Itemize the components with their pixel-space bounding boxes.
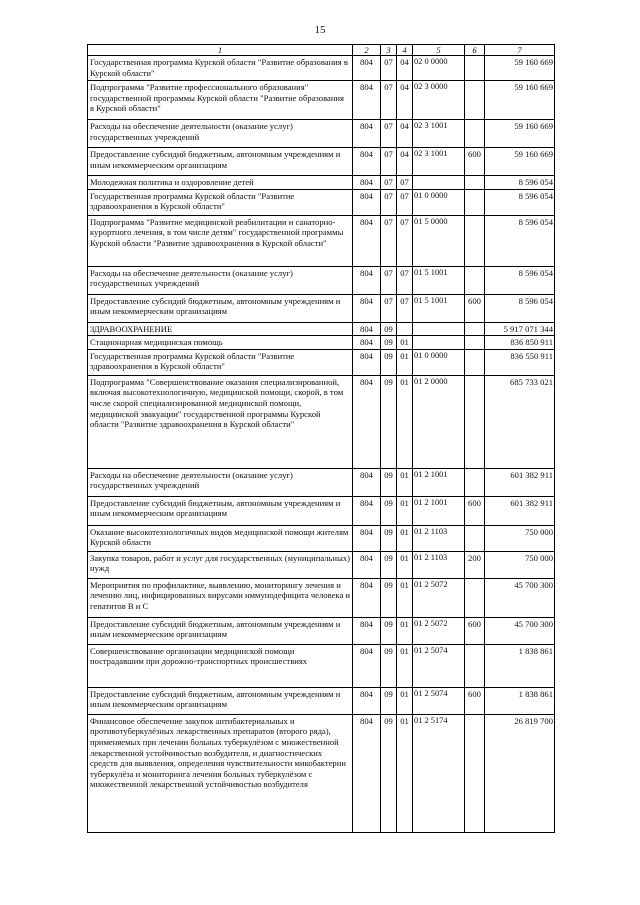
header-cell: 3 — [381, 45, 397, 56]
row-col2: 804 — [353, 215, 381, 266]
table-body — [88, 45, 555, 833]
row-col4: 04 — [397, 81, 413, 120]
row-col5: 01 2 5072 — [413, 617, 465, 644]
row-amount: 1 838 861 — [485, 644, 555, 687]
header-cell: 2 — [353, 45, 381, 56]
row-col5 — [413, 336, 465, 350]
row-amount: 26 819 700 — [485, 714, 555, 832]
row-col6 — [465, 120, 485, 148]
row-col4: 01 — [397, 551, 413, 578]
row-col2: 804 — [353, 551, 381, 578]
row-col2: 804 — [353, 322, 381, 336]
row-col5: 01 5 1001 — [413, 294, 465, 322]
row-name: Расходы на обеспечение деятельности (оказание услуг) государственных учреждений — [88, 120, 353, 148]
table-row — [88, 496, 555, 525]
row-col3: 07 — [381, 189, 397, 215]
row-name: Предоставление субсидий бюджетным, автономным учреждениям и иным некоммерческим организациям — [88, 294, 353, 322]
row-col6 — [465, 81, 485, 120]
row-col4: 01 — [397, 525, 413, 551]
row-col6: 600 — [465, 294, 485, 322]
row-col5: 01 2 5074 — [413, 687, 465, 714]
row-col2: 804 — [353, 617, 381, 644]
table-row — [88, 714, 555, 832]
row-col4: 01 — [397, 375, 413, 468]
row-col6 — [465, 215, 485, 266]
row-amount: 45 700 300 — [485, 617, 555, 644]
row-col5: 01 2 1103 — [413, 525, 465, 551]
table-row — [88, 120, 555, 148]
row-amount: 5 917 071 344 — [485, 322, 555, 336]
row-col4: 07 — [397, 189, 413, 215]
row-col4: 07 — [397, 215, 413, 266]
row-col3: 09 — [381, 349, 397, 375]
row-amount: 8 596 054 — [485, 266, 555, 294]
row-col5: 01 5 1001 — [413, 266, 465, 294]
row-col2: 804 — [353, 148, 381, 176]
row-col2: 804 — [353, 266, 381, 294]
row-col4: 01 — [397, 336, 413, 350]
table-row — [88, 266, 555, 294]
row-name: Расходы на обеспечение деятельности (оказание услуг) государственных учреждений — [88, 266, 353, 294]
header-cell: 7 — [485, 45, 555, 56]
table-row — [88, 336, 555, 350]
row-col3: 07 — [381, 120, 397, 148]
row-amount: 59 160 669 — [485, 56, 555, 81]
row-col4: 01 — [397, 644, 413, 687]
row-col3: 07 — [381, 215, 397, 266]
row-col2: 804 — [353, 176, 381, 190]
row-col6 — [465, 56, 485, 81]
header-cell: 5 — [413, 45, 465, 56]
row-col5: 02 0 0000 — [413, 56, 465, 81]
row-col3: 07 — [381, 266, 397, 294]
row-col6 — [465, 468, 485, 496]
header-cell: 1 — [88, 45, 353, 56]
header-row — [88, 45, 555, 56]
row-col6 — [465, 189, 485, 215]
table-row — [88, 375, 555, 468]
header-cell: 6 — [465, 45, 485, 56]
table-row — [88, 215, 555, 266]
row-col3: 09 — [381, 578, 397, 617]
table-row — [88, 551, 555, 578]
row-col5: 01 2 5072 — [413, 578, 465, 617]
table-row — [88, 349, 555, 375]
row-col3: 09 — [381, 468, 397, 496]
row-col5: 01 0 0000 — [413, 349, 465, 375]
table-row — [88, 525, 555, 551]
row-col4: 07 — [397, 294, 413, 322]
row-col6 — [465, 578, 485, 617]
row-name: Подпрограмма "Совершенствование оказания специализированной, включая высокотехнологичную, медицинской помощи, скорой, в том числе скорой специализированной медицинской помощи, медицинской эвакуации" государственной программы Курской области "Развитие здравоохранения в Курской области" — [88, 375, 353, 468]
row-col3: 09 — [381, 525, 397, 551]
table-row — [88, 687, 555, 714]
row-col6: 600 — [465, 617, 485, 644]
row-name: Предоставление субсидий бюджетным, автономным учреждениям и иным некоммерческим организациям — [88, 496, 353, 525]
row-name: Предоставление субсидий бюджетным, автономным учреждениям и иным некоммерческим организациям — [88, 148, 353, 176]
row-col6 — [465, 714, 485, 832]
page-number: 15 — [314, 24, 326, 36]
row-col2: 804 — [353, 120, 381, 148]
row-col5: 02 3 0000 — [413, 81, 465, 120]
table-row — [88, 617, 555, 644]
row-col3: 09 — [381, 322, 397, 336]
row-amount: 750 000 — [485, 525, 555, 551]
row-col3: 09 — [381, 617, 397, 644]
row-col3: 07 — [381, 176, 397, 190]
row-col3: 09 — [381, 714, 397, 832]
row-col2: 804 — [353, 56, 381, 81]
row-amount: 59 160 669 — [485, 81, 555, 120]
row-col6: 600 — [465, 148, 485, 176]
row-col5: 02 3 1001 — [413, 120, 465, 148]
row-col3: 09 — [381, 496, 397, 525]
row-col5 — [413, 176, 465, 190]
row-col2: 804 — [353, 714, 381, 832]
table-row — [88, 189, 555, 215]
row-name: Финансовое обеспечение закупок антибактериальных и противотуберкулёзных лекарственных препаратов (второго ряда), применяемых при лечении больных туберкулёзом с множественной лекарственной устойчивостью возбудителя, и диагностических средств для выявления, определения чувствительности микобактерии туберкулёза и мониторинга лечения больных туберкулёзом с множественной лекарственной устойчивостью возбудителя — [88, 714, 353, 832]
table-row — [88, 81, 555, 120]
row-col2: 804 — [353, 578, 381, 617]
table-row — [88, 56, 555, 81]
row-col3: 07 — [381, 294, 397, 322]
row-amount: 45 700 300 — [485, 578, 555, 617]
header-cell: 4 — [397, 45, 413, 56]
row-name: Оказание высокотехнологичных видов медицинской помощи жителям Курской области — [88, 525, 353, 551]
row-col6 — [465, 322, 485, 336]
row-col5 — [413, 322, 465, 336]
row-col4: 01 — [397, 578, 413, 617]
table-row — [88, 644, 555, 687]
row-col6 — [465, 644, 485, 687]
row-col6 — [465, 375, 485, 468]
row-col4: 01 — [397, 714, 413, 832]
row-col4 — [397, 322, 413, 336]
row-col5: 01 2 1103 — [413, 551, 465, 578]
row-col4: 01 — [397, 687, 413, 714]
row-col6: 200 — [465, 551, 485, 578]
row-name: Закупка товаров, работ и услуг для государственных (муниципальных) нужд — [88, 551, 353, 578]
row-name: Подпрограмма "Развитие медицинской реабилитации и санаторно-курортного лечения, в том числе детям" государственной программы Курской области "Развитие здравоохранения в Курской области" — [88, 215, 353, 266]
row-col4: 07 — [397, 176, 413, 190]
row-col3: 07 — [381, 56, 397, 81]
row-name: Совершенствование организации медицинской помощи пострадавшим при дорожно-транспортных происшествиях — [88, 644, 353, 687]
budget-table — [87, 44, 555, 833]
row-amount: 8 596 054 — [485, 189, 555, 215]
row-col5: 01 2 5074 — [413, 644, 465, 687]
row-name: Молодежная политика и оздоровление детей — [88, 176, 353, 190]
row-name: ЗДРАВООХРАНЕНИЕ — [88, 322, 353, 336]
row-col3: 09 — [381, 687, 397, 714]
row-name: Расходы на обеспечение деятельности (оказание услуг) государственных учреждений — [88, 468, 353, 496]
table-row — [88, 578, 555, 617]
row-name: Стационарная медицинская помощь — [88, 336, 353, 350]
row-col4: 04 — [397, 120, 413, 148]
row-amount: 8 596 054 — [485, 215, 555, 266]
row-name: Подпрограмма "Развитие профессионального образования" государственной программы Курской области "Развитие образования в Курской области" — [88, 81, 353, 120]
row-amount: 836 550 911 — [485, 349, 555, 375]
table-row — [88, 176, 555, 190]
row-amount: 601 382 911 — [485, 496, 555, 525]
table-row — [88, 322, 555, 336]
row-amount: 836 850 911 — [485, 336, 555, 350]
row-amount: 8 596 054 — [485, 176, 555, 190]
row-col4: 01 — [397, 617, 413, 644]
row-col4: 01 — [397, 468, 413, 496]
row-amount: 601 382 911 — [485, 468, 555, 496]
row-name: Предоставление субсидий бюджетным, автономным учреждениям и иным некоммерческим организациям — [88, 687, 353, 714]
row-col3: 09 — [381, 644, 397, 687]
row-col4: 07 — [397, 266, 413, 294]
row-col3: 07 — [381, 148, 397, 176]
row-col3: 07 — [381, 81, 397, 120]
table-row — [88, 294, 555, 322]
row-col6 — [465, 266, 485, 294]
row-col2: 804 — [353, 336, 381, 350]
row-name: Мероприятия по профилактике, выявлению, мониторингу лечения и лечению лиц, инфицированных вирусами иммунодефицита человека и гепатитов В и С — [88, 578, 353, 617]
row-col6: 600 — [465, 687, 485, 714]
row-col4: 01 — [397, 496, 413, 525]
row-name: Предоставление субсидий бюджетным, автономным учреждениям и иным некоммерческим организациям — [88, 617, 353, 644]
row-col3: 09 — [381, 336, 397, 350]
row-amount: 750 000 — [485, 551, 555, 578]
row-amount: 8 596 054 — [485, 294, 555, 322]
row-col6: 600 — [465, 496, 485, 525]
row-col5: 01 2 5174 — [413, 714, 465, 832]
row-col5: 01 5 0000 — [413, 215, 465, 266]
row-name: Государственная программа Курской области "Развитие здравоохранения в Курской области" — [88, 189, 353, 215]
row-col5: 01 2 1001 — [413, 468, 465, 496]
row-col2: 804 — [353, 81, 381, 120]
row-col2: 804 — [353, 644, 381, 687]
row-col6 — [465, 349, 485, 375]
row-col6 — [465, 525, 485, 551]
row-col3: 09 — [381, 375, 397, 468]
row-col4: 04 — [397, 148, 413, 176]
row-col6 — [465, 336, 485, 350]
row-col4: 04 — [397, 56, 413, 81]
row-col2: 804 — [353, 189, 381, 215]
row-col2: 804 — [353, 294, 381, 322]
table-row — [88, 468, 555, 496]
row-amount: 1 838 861 — [485, 687, 555, 714]
row-col2: 804 — [353, 349, 381, 375]
row-col2: 804 — [353, 375, 381, 468]
row-col5: 02 3 1001 — [413, 148, 465, 176]
row-col5: 01 2 0000 — [413, 375, 465, 468]
row-amount: 685 733 021 — [485, 375, 555, 468]
row-col2: 804 — [353, 525, 381, 551]
row-col5: 01 0 0000 — [413, 189, 465, 215]
row-name: Государственная программа Курской области "Развитие образования в Курской области" — [88, 56, 353, 81]
row-col5: 01 2 1001 — [413, 496, 465, 525]
row-col2: 804 — [353, 496, 381, 525]
table-row — [88, 148, 555, 176]
row-amount: 59 160 669 — [485, 148, 555, 176]
row-col2: 804 — [353, 468, 381, 496]
row-col6 — [465, 176, 485, 190]
row-amount: 59 160 669 — [485, 120, 555, 148]
row-name: Государственная программа Курской области "Развитие здравоохранения в Курской области" — [88, 349, 353, 375]
row-col3: 09 — [381, 551, 397, 578]
row-col4: 01 — [397, 349, 413, 375]
row-col2: 804 — [353, 687, 381, 714]
